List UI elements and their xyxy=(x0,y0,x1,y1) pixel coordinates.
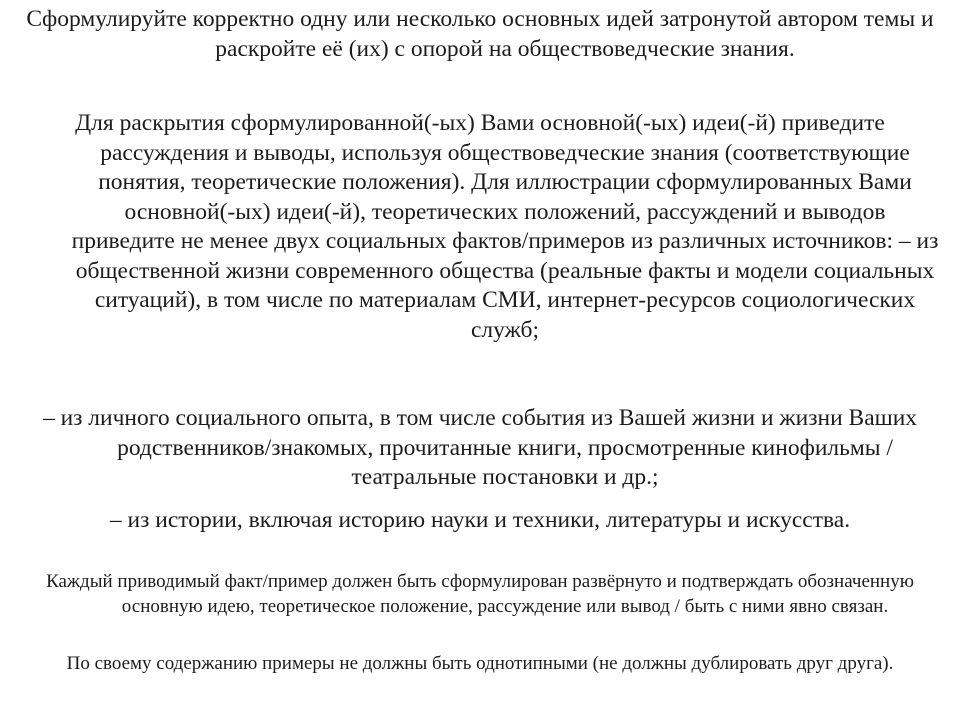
instruction-paragraph-personal-experience: – из личного социального опыта, в том числе события из Вашей жизни и жизни Ваших родственников/знакомых, прочитанные книги, просмотренные кинофильмы / театральные постановки и др.; xyxy=(42,405,918,490)
instruction-paragraph-history: – из истории, включая историю науки и техники, литературы и искусства. xyxy=(109,507,851,533)
instruction-note-example-requirements: Каждый приводимый факт/пример должен быть сформулирован развёрнуто и подтверждать обозначенную основную идею, теоретическое положение, рассуждение или вывод / быть с ними явно связан. xyxy=(46,571,914,617)
instruction-paragraph-reasoning-examples: Для раскрытия сформулированной(-ых) Вами основной(-ых) идеи(-й) приведите рассуждения и выводы, используя обществоведческие знания (соответствующие понятия, теоретические положения). Для иллюстрации сформулированных Вами основной(-ых) идеи(-й), теоретических положений, рассуждений и выводов приведите не менее двух социальных фактов/примеров из различных источников: – из общественной жизни современного общества (реальные факты и модели социальных ситуаций), в том числе по материалам СМИ, интернет-ресурсов социологических служб; xyxy=(71,110,939,343)
instruction-paragraph-main-ideas: Сформулируйте корректно одну или несколько основных идей затронутой автором темы и раскройте её (их) с опорой на обществоведческие знания. xyxy=(26,6,934,62)
instruction-note-no-duplicates: По своему содержанию примеры не должны быть однотипными (не должны дублировать друг друга). xyxy=(66,653,894,674)
